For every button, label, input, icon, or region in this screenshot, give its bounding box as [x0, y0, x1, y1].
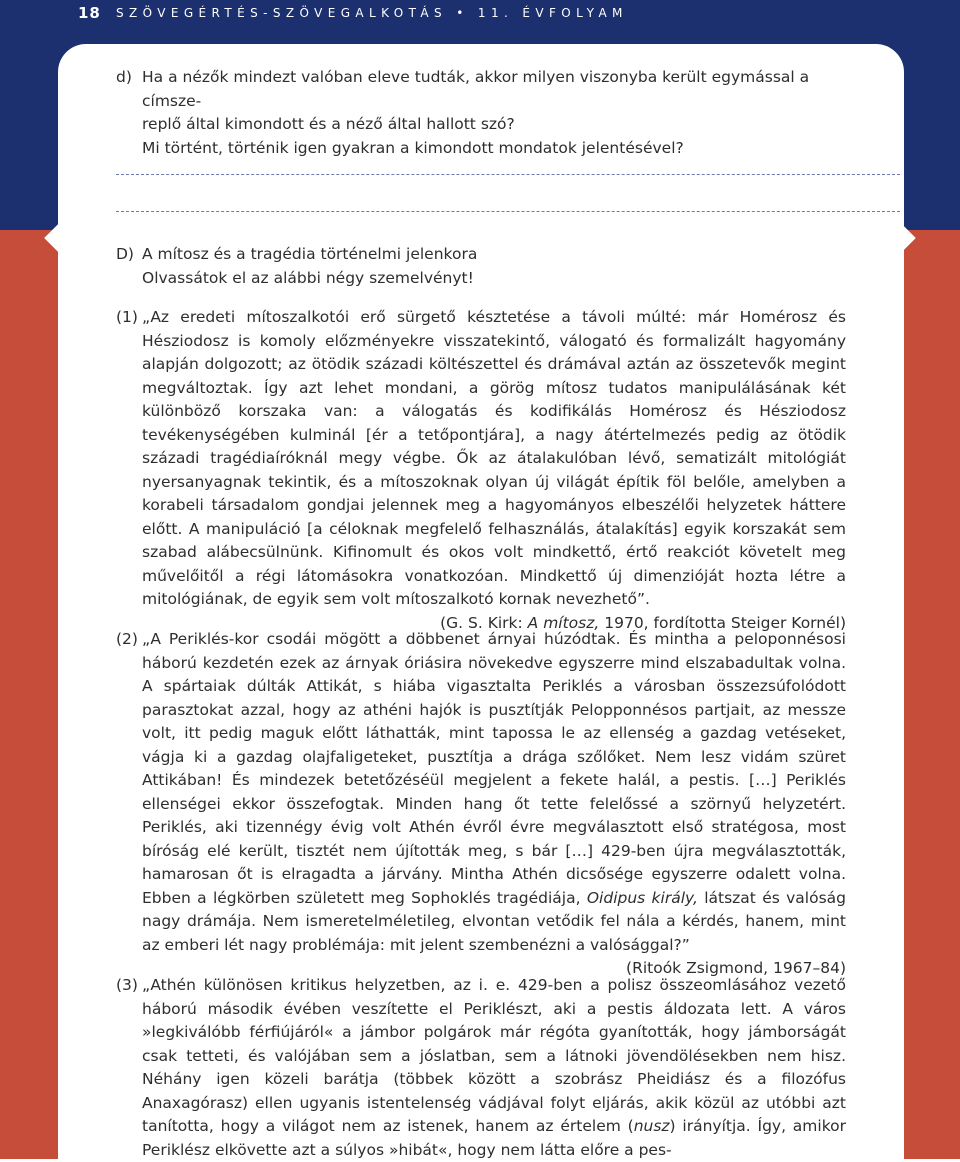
excerpt-italic-title: Oidipus király, [586, 888, 698, 907]
running-title: SZÖVEGÉRTÉS-SZÖVEGALKOTÁS • 11. ÉVFOLYAM [116, 6, 628, 20]
excerpt-number: (3) [116, 976, 138, 994]
answer-line-1[interactable] [116, 174, 900, 175]
excerpt-2 [116, 628, 846, 981]
question-line-3: Mi történt, történik igen gyakran a kimondott mondatok jelentésével? [142, 138, 684, 157]
source-prefix: (G. S. Kirk: [440, 613, 528, 632]
excerpt-text-part: „Athén különösen kritikus helyzetben, az i. e. 429-ben a polisz összeomlásához vezető háború második évében veszítette el Periklészt, aki a pestis áldozata lett. A város »legkiválóbb férfiújáról« a jámbor polgárok már régóta gyanították, hogy jámborságát csak tetteti, és valójában sem a jóslatban, sem a látnoki jövendölésekben nem hisz. Néhány igen közeli barátja (többek között a szobrász Pheidiász és a filozófus Anaxagórasz) ellen ugyanis istentelenség vádjával folyt eljárás, akik közül az utóbbi azt tanította, hogy a világot nem az istenek, hanem az értelem ( [142, 976, 846, 1135]
source-title: A mítosz, [527, 613, 600, 632]
excerpt-text-part: látszat és valóság nagy drámája. Nem ismeretelméletileg, elvontan vetődik fel nála a kérdés, hanem, mint az emberi lét nagy problémája: mit jelent szembenézni a valósággal?” [142, 888, 846, 954]
excerpt-number: (2) [116, 630, 138, 648]
page-number: 18 [78, 4, 101, 22]
section-marker: D) [116, 245, 134, 263]
section-instruction: Olvassátok el az alábbi négy szemelvényt! [142, 268, 474, 287]
excerpt-text: „Az eredeti mítoszalkotói erő sürgető késztetése a távoli múlté: már Homérosz és Hésziodosz is komoly előzményekre visszatekintő, válogató és formalizált hagyomány alapján dolgozott; az ötödik századi költészettel és drámával aztán az összetevők megint megváltoztak. Így azt lehet mondani, a görög mítosz tudatos manipulálásának két különböző korszaka van: a válogatás és kodifikálás Homérosz és Hésziodosz tevékenységében kulminál [ér a tetőpontjára], a nagy átértelmezés pedig az ötödik századi tragédiaíróknál megy végbe. Ők az átalakulóban lévő, sematizált mitológiát nyersanyagnak tekintik, és a mítoszoknak olyan új világát építik föl belőle, amelyben a korabeli társadalom gondjai jelennek meg a hagyományos elbeszélői helyzetek háttere előtt. A manipuláció [a céloknak megfelelő felhasználás, átalakítás] egyik korszakát sem szabad alábecsülnünk. Kifinomult és okos volt mindkettő, értő reakciót követelt meg művelőitől a régi látomásokra vonatkozóan. Mindkettő új dimenzióját hozta létre a mitológiának, de egyik sem volt mítoszalkotó kornak nevezhető”. [142, 308, 846, 608]
excerpt-text-part: ) irányítja. Így, amikor Periklész elkövette azt a súlyos »hibát«, hogy nem látta előre a pes- [142, 1117, 846, 1159]
excerpt-italic-term: nusz [633, 1117, 670, 1135]
section-title: A mítosz és a tragédia történelmi jelenkora [142, 245, 478, 263]
excerpt-3 [116, 974, 846, 1162]
excerpt-number: (1) [116, 308, 138, 326]
question-line-1: Ha a nézők mindezt valóban eleve tudták, akkor milyen viszonyba került egymással a címsze- [142, 68, 810, 110]
section-text [142, 243, 846, 290]
question-d [116, 66, 846, 160]
question-text [142, 66, 846, 160]
question-line-2: replő által kimondott és a néző által hallott szó? [142, 115, 515, 133]
excerpt-body [142, 974, 846, 1162]
excerpt-source: (Ritoók Zsigmond, 1967–84) [626, 959, 846, 977]
excerpt-body [142, 628, 846, 981]
page-header [0, 0, 960, 28]
answer-line-2[interactable] [116, 211, 900, 212]
excerpt-body [142, 306, 846, 635]
question-marker: d) [116, 68, 132, 86]
source-suffix: 1970, fordította Steiger Kornél) [599, 613, 846, 632]
section-d [116, 243, 846, 290]
excerpt-text-part: „A Periklés-kor csodái mögött a döbbenet árnyai húzódtak. És mintha a peloponnésosi háború kezdetén ezek az árnyak óriásira növekedve egyszerre mind elszabadultak volna. A spártaiak dúlták Attikát, s hiába vigasztalta Periklés a városban összezsúfolódott parasztokat azzal, hogy az athéni hajók is pusztítják Pelopponnésos partjait, az messze volt, itt pedig maguk előtt láthatták, mint tapossa le az ellenség a gazdag vetéseket, vágja ki a gazdag olajfaligeteket, pusztítja a drága szőlőket. Nem lesz vidám szüret Attikában! És mindezek betetőzéséül megjelent a fekete halál, a pestis. […] Periklés ellenségei ekkor összefogtak. Minden hang őt tette felelőssé a szörnyű helyzetért. Periklés, aki tizennégy évig volt Athén évről évre megválasztott első stratégosa, most bíróság elé került, tisztét nem újították meg, s bár […] 429-ben újra megválasztották, hamarosan őt is elragadta a járvány. Mintha Athén dicsősége egyszerre odalett volna. Ebben a légkörben született meg Sophoklés tragédiája, [142, 630, 846, 907]
excerpt-1 [116, 306, 846, 635]
